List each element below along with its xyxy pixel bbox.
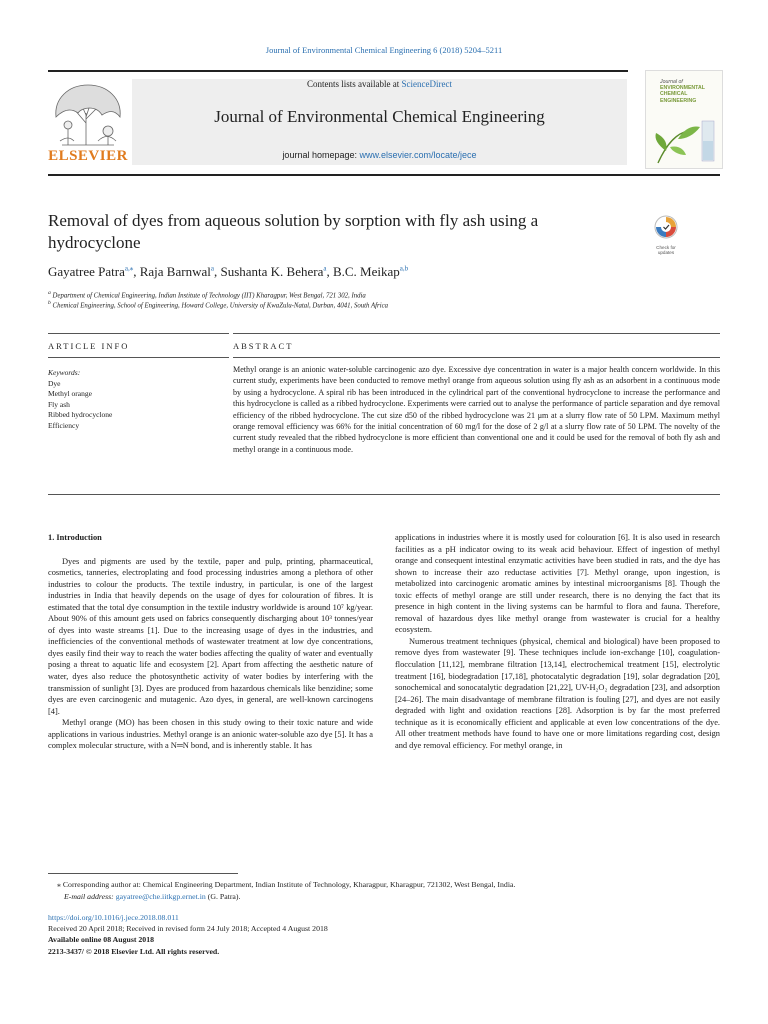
body-left-column xyxy=(48,532,373,752)
homepage-prefix: journal homepage: xyxy=(282,150,360,160)
abstract-bottom-rule xyxy=(48,494,720,495)
author-name[interactable]: B.C. Meikap xyxy=(332,264,400,279)
contents-prefix: Contents lists available at xyxy=(307,79,402,89)
author-name[interactable]: Sushanta K. Behera xyxy=(220,264,324,279)
affiliation-b-text: Chemical Engineering, School of Engineering, Howard College, University of KwaZulu-Natal, Durban, 4041, South Africa xyxy=(52,302,389,310)
journal-reference[interactable]: Journal of Environmental Chemical Engineering 6 (2018) 5204–5211 xyxy=(265,45,503,55)
affiliation-a-text: Department of Chemical Engineering, Indian Institute of Technology (IIT) Kharagpur, West Bengal, 721 302, India xyxy=(52,292,366,300)
body-paragraph: Dyes and pigments are used by the textile, paper and pulp, printing, pharmaceutical, cosmetics, tanneries, electroplating and food processing industries among a plethora of other industries to colour the products. The textile industry, in particular, is one of the largest industries in India that heavily depends on the usage of dyes for colouration of fibres. It is estimated that the total dye consumption in the textile industry worldwide is around 10⁷ kg/year. About 90% of this amount gets used on fabrics consequently discharging about 10³ tonnes/year of dyes into waste streams [1]. Due to the increasing usage of dyes in the industries, and inefficiencies of the conventional methods of wastewater treatment at low dye concentrations, dyes easily find their way to reach the water bodies affecting the quality of water and eventually posing a threat to aquatic life and ecosystem [2]. Apart from affecting the aesthetic nature of water, dyes also reduce the photosynthetic activity of water bodies by interfering with the transmission of sunlight [3]. Dyes are produced from hazardous chemicals like benzidine; some dyes are even carcinogenic and mutagenic. Azo dyes, in general, are well-known carcinogens [4]. xyxy=(48,556,373,716)
affiliation-b xyxy=(48,300,728,309)
keywords-block xyxy=(48,368,223,432)
cover-plant-icon xyxy=(648,111,720,166)
email-link[interactable]: gayatree@che.iitkgp.ernet.in xyxy=(115,892,206,901)
header-bottom-rule xyxy=(48,174,720,176)
cover-line-3: CHEMICAL xyxy=(660,91,688,98)
abstract-heading: ABSTRACT xyxy=(233,341,294,351)
email-label: E-mail address: xyxy=(64,892,116,901)
badge-line-2: updates xyxy=(657,250,675,255)
abstract-text: Methyl orange is an anionic water-soluble carcinogenic azo dye. Excessive dye concentration in water is a major health concern worldwide. In this current study, experiments have been conducted to remove methyl orange from aqueous solution using fly ash as an adsorbent in a continuous mode by using a hydrocyclone. A spiral rib has been introduced in the cylindrical part of the conventional hydrocyclone to increase the performance and this hydrocyclone is called as a ribbed hydrocyclone. Experiments were carried out to analyse the performance of particle separation and dye removal efficiency of the ribbed hydrocyclone. The cut size d50 of the ribbed hydrocyclone was 21 μm at a slurry flow rate of 50 LPM. Maximum methyl orange removal efficiency was 66% for the initial concentration of 60 mg/l for the dose of 2 g/l at a slurry flow rate of 50 LPM. The novelty of the current study revealed that the ribbed hydrocyclone is more efficient than conventional one and it could be used for the removal of both fly ash and methyl orange in a continuous mode. xyxy=(233,365,720,454)
author-affiliation-mark[interactable]: a xyxy=(210,264,214,273)
author-name[interactable]: Gayatree Patra xyxy=(48,264,125,279)
article-title: Removal of dyes from aqueous solution by sorption with fly ash using a hydrocyclone xyxy=(48,211,539,252)
journal-cover-thumbnail xyxy=(645,70,723,169)
keyword: Fly ash xyxy=(48,399,70,409)
affiliation-b-mark: b xyxy=(48,300,51,306)
section-heading: 1. Introduction xyxy=(48,533,102,542)
copyright-line: 2213-3437/ © 2018 Elsevier Ltd. All rights reserved. xyxy=(48,946,220,956)
article-info-heading: ARTICLE INFO xyxy=(48,341,130,351)
keyword: Methyl orange xyxy=(48,389,92,399)
journal-title: Journal of Environmental Chemical Engineering xyxy=(214,107,545,126)
badge-line-1: Check for xyxy=(656,245,676,250)
author-affiliation-mark[interactable]: a xyxy=(323,264,327,273)
publisher-name: ELSEVIER xyxy=(48,148,128,164)
affiliation-a-mark: a xyxy=(48,290,51,296)
article-info-top-rule xyxy=(48,333,229,334)
keywords-label: Keywords: xyxy=(48,368,81,377)
email-line xyxy=(48,891,728,903)
abstract-heading-rule xyxy=(233,357,720,358)
tree-icon xyxy=(48,79,128,147)
author-affiliation-mark[interactable]: a,b xyxy=(399,264,409,273)
keyword: Ribbed hydrocyclone xyxy=(48,410,113,420)
available-online: Available online 08 August 2018 xyxy=(48,935,154,945)
affiliation-a xyxy=(48,290,728,299)
cover-line-2: ENVIRONMENTAL xyxy=(660,85,705,92)
corresponding-author-note: ⁎ Corresponding author at: Chemical Engineering Department, Indian Institute of Technology, Kharagpur, Kharagpur, 721302, West Bengal, India. xyxy=(57,880,516,889)
body-paragraph: Numerous treatment techniques (physical, chemical and biological) have been proposed to remove dyes from wastewater [9]. These techniques include ion-exchange [10], coagulation-flocculation [11,12], membrane filtration [13,14], electrochemical treatment [15], electrolytic treatment [16], biodegradation [17,18], photocatalytic degradation [19], solar degradation [20], sonochemical and sonocatalytic degradation [21,22], UV-H₂O₂ degradation [23], and adsorption [24–26]. The main disadvantage of membrane filtration is fouling [27], and dyes are not easily degraded with light and oxidation reactions [28]. Adsorption is by far the most preferred technique as it is economically efficient and applicable at even low concentrations of the dye. All other treatment methods have found to have one or more limitations regarding cost, design and dye removal efficiency. For methyl orange, in xyxy=(395,636,720,750)
check-for-updates-badge[interactable] xyxy=(648,214,684,255)
footnotes xyxy=(48,879,728,903)
received-dates: Received 20 April 2018; Received in revised form 24 July 2018; Accepted 4 August 2018 xyxy=(48,924,328,934)
body-paragraph: Methyl orange (MO) has been chosen in this study owing to their toxic nature and wide applications in various industries. Methyl orange is an anionic water-soluble azo dye [5]. It has a complex molecular structure, with a N═N bond, and is inherently stable. It has xyxy=(48,718,373,751)
sciencedirect-link[interactable]: ScienceDirect xyxy=(401,79,452,89)
author-list: Gayatree Patra$^{a,⁎}$, Raja Barnwal$^a$, Sushanta K. Behera$^a$, B.C. Meikap$^{a,b}$ xyxy=(48,264,409,279)
cover-line-1: Journal of xyxy=(660,79,683,85)
article-info-bottom-rule xyxy=(48,357,229,358)
abstract-top-rule xyxy=(233,333,720,334)
check-for-updates-icon xyxy=(648,214,684,240)
homepage-link[interactable]: www.elsevier.com/locate/jece xyxy=(359,150,477,160)
contents-available-line xyxy=(132,79,627,89)
doi-link[interactable]: https://doi.org/10.1016/j.jece.2018.08.011 xyxy=(48,913,179,922)
body-right-column xyxy=(395,532,720,751)
keyword: Dye xyxy=(48,378,61,388)
author-name[interactable]: Raja Barnwal xyxy=(139,264,211,279)
body-paragraph: applications in industries where it is mostly used for colouration [6]. It is also used in research facilities as a pH indicator owing to its weak acid behaviour. Effect of ingestion of methyl orange and consequent intestinal enzymatic activities have been studied in rats, and the dye has shown to increase their azo reductase activities [7]. Methyl orange, upon ingestion, is metabolized into carcinogenic aromatic amines by intestinal microorganisms [8]. Though the toxic effects of methyl orange are still under research, there is no denying the fact that its presence in high content in the living systems can be harmful to flora and fauna. Therefore, removal of hazardous dyes like methyl orange from wastewater is crucial for a healthy ecosystem. xyxy=(395,533,720,635)
cover-line-4: ENGINEERING xyxy=(660,97,697,104)
publication-details xyxy=(48,912,648,957)
email-suffix: (G. Patra). xyxy=(205,892,241,901)
header-top-rule xyxy=(48,70,628,72)
author-affiliation-mark[interactable]: a,⁎ xyxy=(124,264,134,273)
journal-homepage-line xyxy=(132,150,627,160)
footnote-rule xyxy=(48,873,238,874)
keyword: Efficiency xyxy=(48,420,80,430)
